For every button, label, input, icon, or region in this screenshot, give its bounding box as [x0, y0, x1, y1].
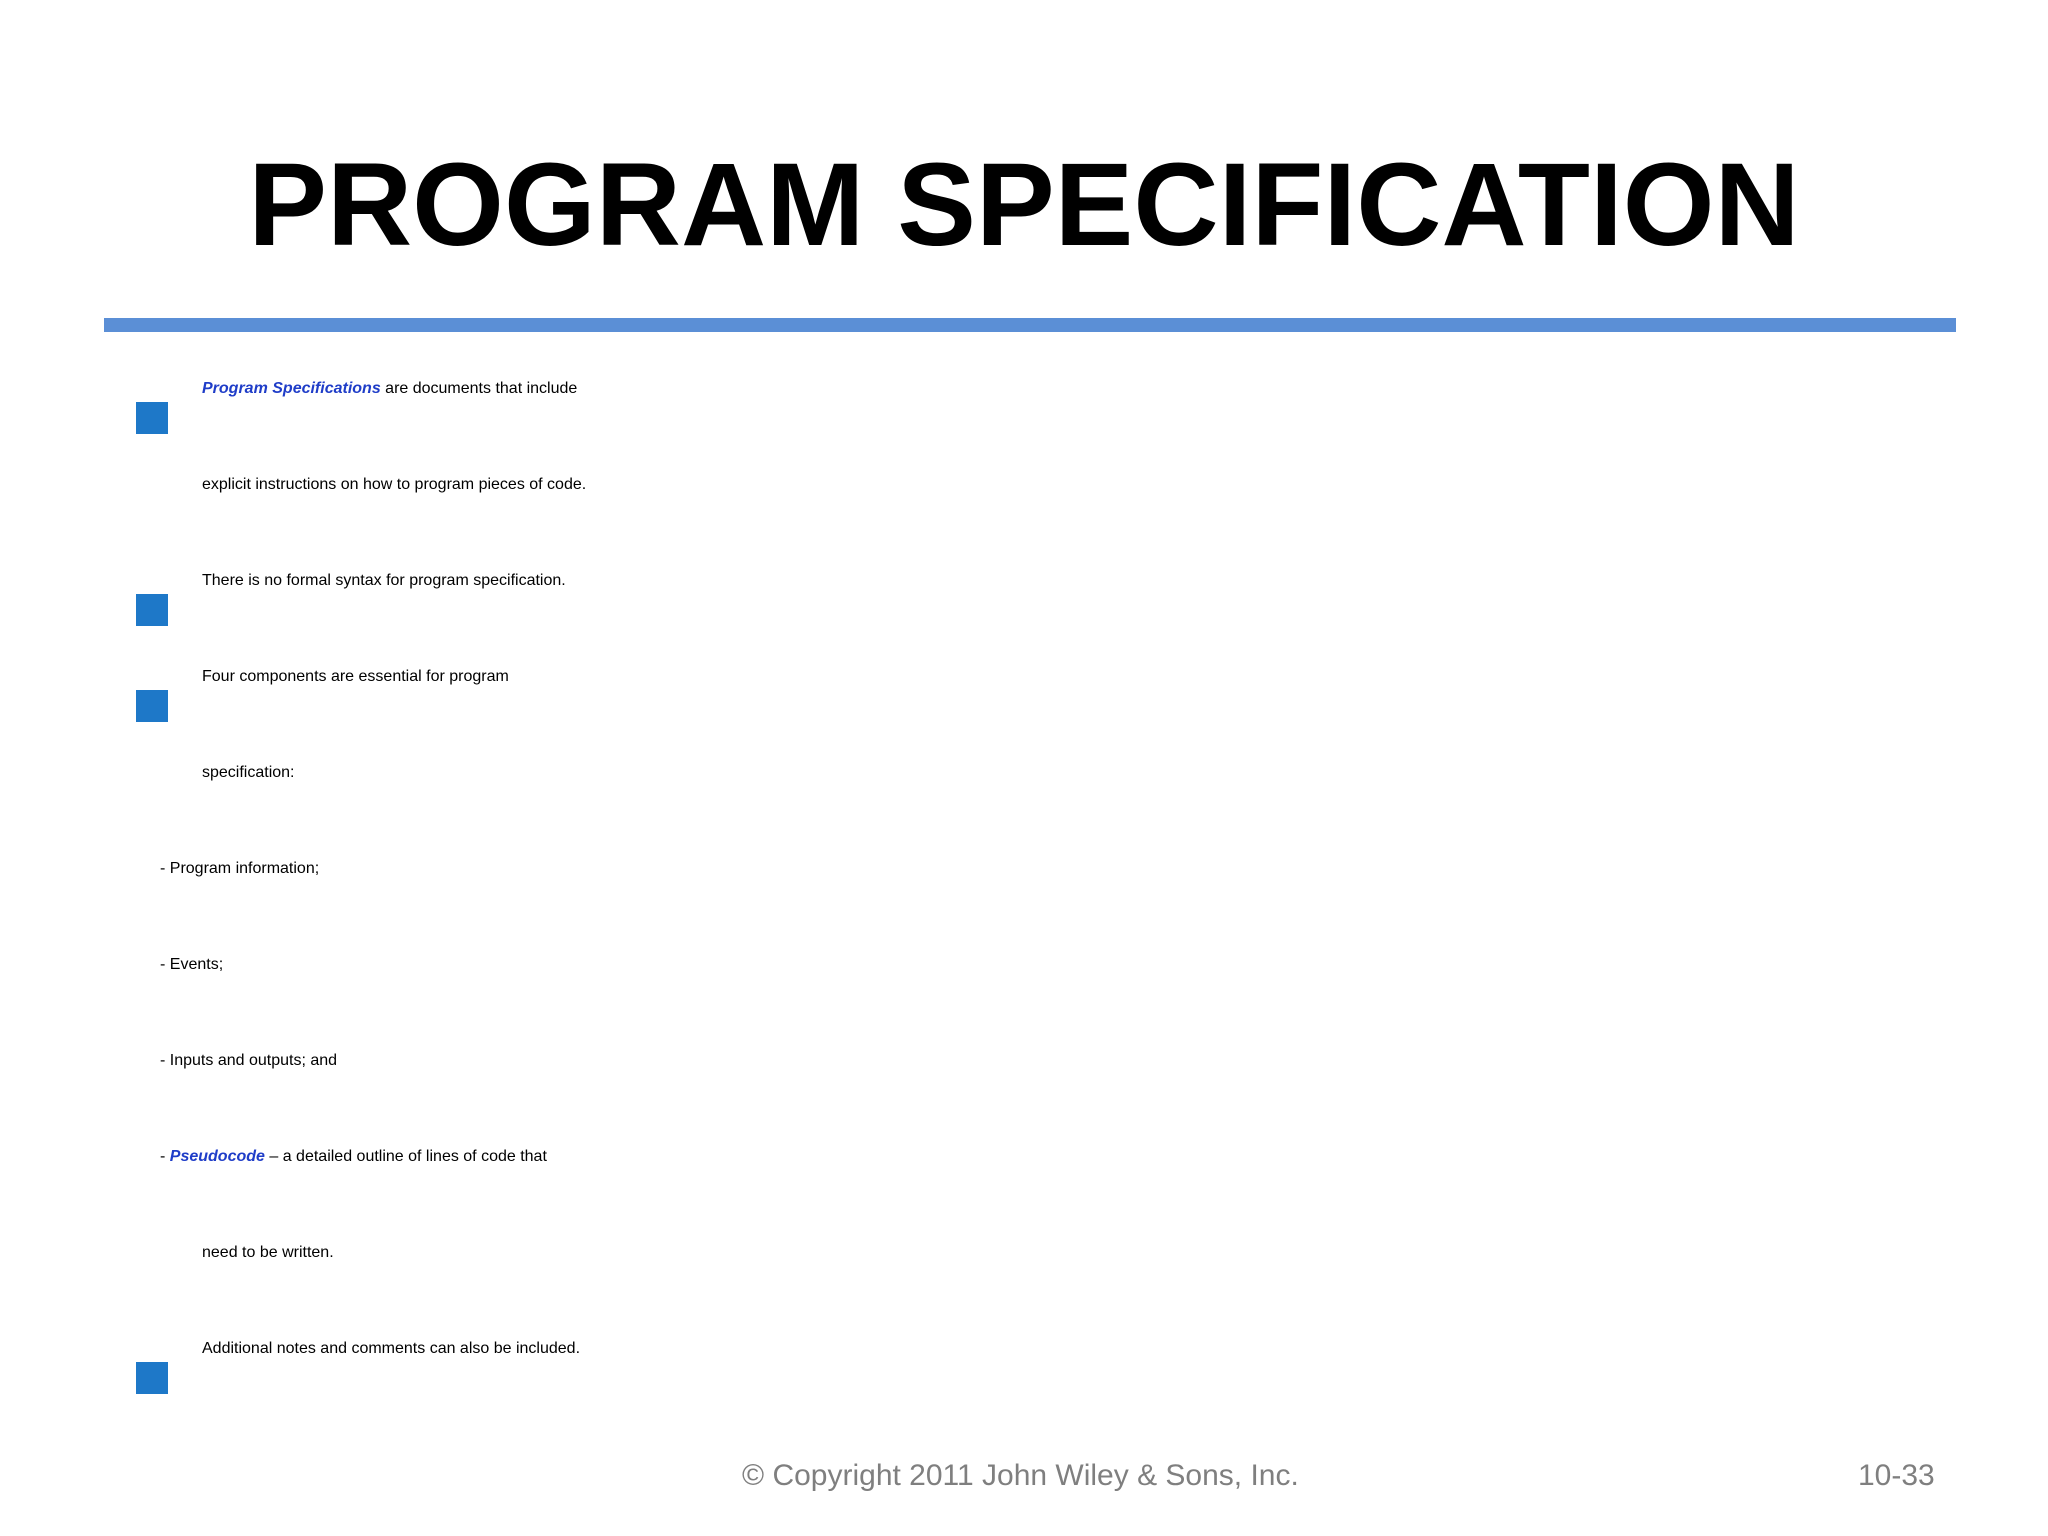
bullet-2-line-1: There is no formal syntax for program specification. [202, 572, 566, 589]
footer-copyright: © Copyright 2011 John Wiley & Sons, Inc. [742, 1459, 1299, 1492]
component-item: - Inputs and outputs; and [160, 1052, 338, 1069]
bullet-square-icon [136, 594, 168, 626]
bullet-3-line-2: specification: [202, 764, 295, 781]
bullet-1-line-2: explicit instructions on how to program pieces of code. [202, 476, 587, 493]
component-item: - Events; [160, 956, 224, 973]
component-item: - Pseudocode – a detailed outline of lines of code that [160, 1148, 547, 1165]
footer-page-number: 10-33 [1858, 1459, 1935, 1492]
bullet-square-icon [136, 1362, 168, 1394]
bullet-square-icon [136, 690, 168, 722]
component-item-line-2: need to be written. [202, 1244, 334, 1261]
title-divider [104, 318, 1956, 332]
term-pseudocode: Pseudocode [169, 1148, 265, 1165]
bullet-1-line-1 [202, 380, 577, 398]
term-program-specifications: Program Specifications [202, 380, 381, 397]
slide-title: PROGRAM SPECIFICATION [248, 139, 1800, 271]
bullet-3-line-1: Four components are essential for program [202, 668, 509, 685]
component-item: - Program information; [160, 860, 320, 877]
bullet-square-icon [136, 402, 168, 434]
bullet-1-text: are documents that include [380, 380, 578, 397]
bullet-4-line-1: Additional notes and comments can also be included. [202, 1340, 581, 1357]
